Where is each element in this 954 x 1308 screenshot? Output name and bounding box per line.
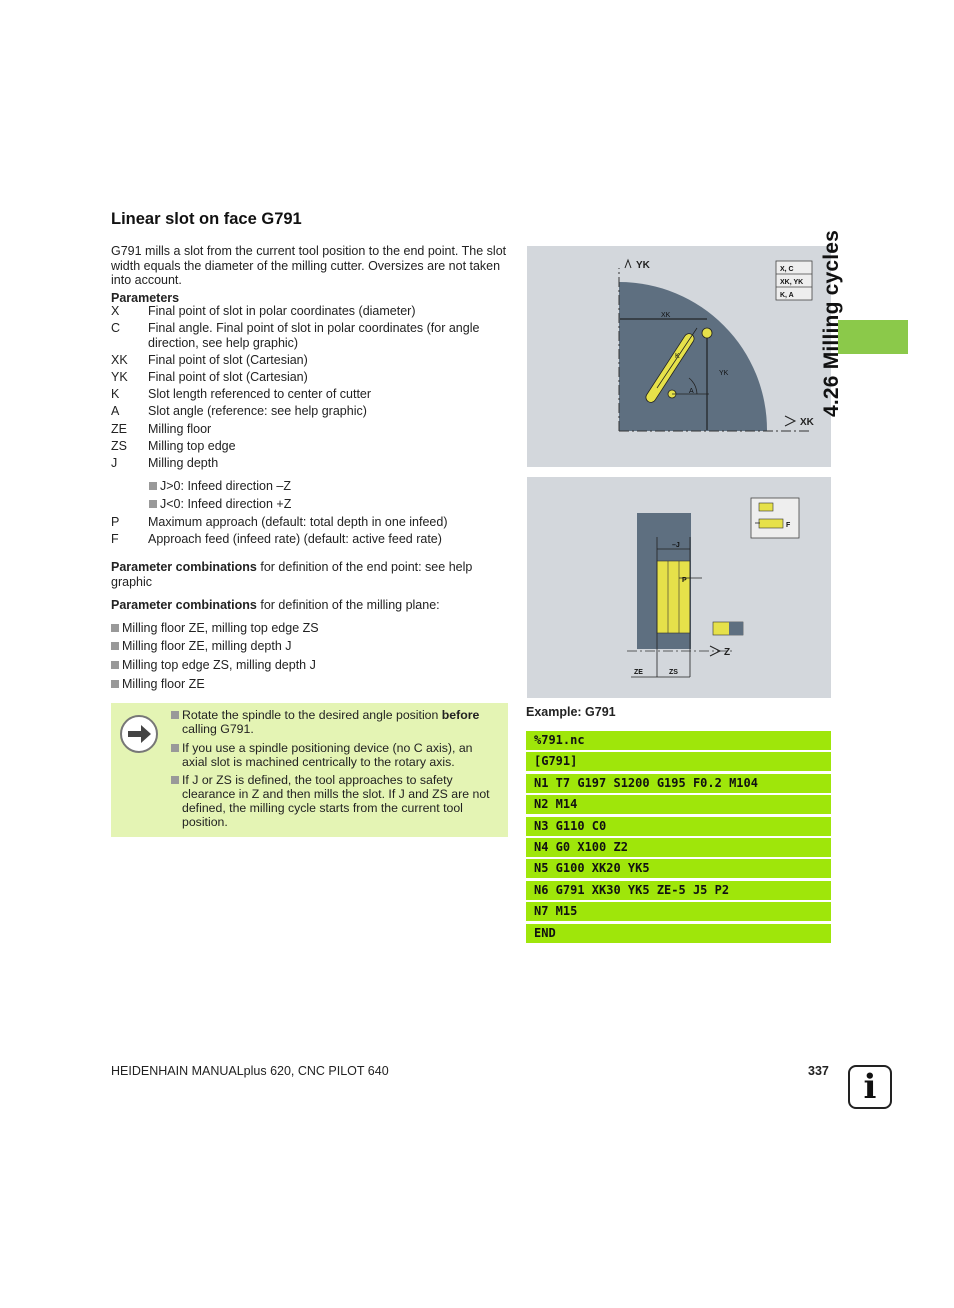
note-item xyxy=(171,741,501,769)
param-text: Slot angle (reference: see help graphic) xyxy=(148,404,367,418)
param-key: ZS xyxy=(111,439,127,453)
note-text: If J or ZS is defined, the tool approaches to safety clearance in Z and then mills the slot. If J and ZS are not defined, the milling cycle starts from the current tool position. xyxy=(182,773,490,829)
note-text: Rotate the spindle to the desired angle position xyxy=(182,708,442,722)
combo-item xyxy=(111,639,292,654)
param-key: F xyxy=(111,532,119,546)
bullet-square-icon xyxy=(171,776,179,784)
combo-item xyxy=(111,677,205,692)
bullet-square-icon xyxy=(149,482,157,490)
param-text: Milling depth xyxy=(148,456,219,470)
param-key: P xyxy=(111,515,120,529)
bullet-square-icon xyxy=(149,500,157,508)
param-text: Maximum approach (default: total depth in one infeed) xyxy=(148,515,448,529)
param-key: J xyxy=(111,456,118,470)
footer-text: HEIDENHAIN MANUALplus 620, CNC PILOT 640 xyxy=(111,1064,389,1078)
legend-item: XK, YK xyxy=(780,279,804,286)
param-text: Final point of slot (Cartesian) xyxy=(148,370,308,384)
combo-paragraph-endpoint xyxy=(111,560,501,589)
combo-item-text: Milling floor ZE, milling top edge ZS xyxy=(122,621,319,635)
help-graphic-face xyxy=(527,246,831,467)
info-icon xyxy=(848,1065,892,1109)
note-text: calling G791. xyxy=(182,722,254,736)
info-glyph: i xyxy=(863,1067,877,1107)
combo-text: for definition of the end point: see help graphic xyxy=(111,560,473,589)
combo-item-text: Milling top edge ZS, milling depth J xyxy=(122,658,316,672)
j-label: –J xyxy=(672,542,680,549)
param-text: Approach feed (infeed rate) (default: active feed rate) xyxy=(148,532,442,546)
axis-z-label: Z xyxy=(724,647,731,658)
f-label: F xyxy=(786,522,791,529)
param-text: Slot length referenced to center of cutter xyxy=(148,387,372,401)
xk-label: XK xyxy=(661,312,671,319)
bullet-square-icon xyxy=(111,680,119,688)
parameters-heading: Parameters xyxy=(111,291,180,305)
j-subitem-text: J>0: Infeed direction –Z xyxy=(160,479,291,493)
note-text: If you use a spindle positioning device (no C axis), an axial slot is machined centrically to the rotary axis. xyxy=(182,741,473,769)
bullet-square-icon xyxy=(111,661,119,669)
code-line: N1 T7 G197 S1200 G195 F0.2 M104 xyxy=(526,774,831,793)
combo-bold: Parameter combinations xyxy=(111,598,257,612)
code-line: N4 G0 X100 Z2 xyxy=(526,838,831,857)
code-line: N5 G100 XK20 YK5 xyxy=(526,859,831,878)
zs-label: ZS xyxy=(669,669,678,676)
k-label: K xyxy=(675,353,680,360)
help-graphic-depth xyxy=(527,477,831,698)
combo-bold: Parameter combinations xyxy=(111,560,257,574)
param-key: K xyxy=(111,387,120,401)
bullet-square-icon xyxy=(111,642,119,650)
combo-item xyxy=(111,658,316,673)
param-key: A xyxy=(111,404,120,418)
code-line: N7 M15 xyxy=(526,902,831,921)
param-key: C xyxy=(111,321,121,335)
combo-paragraph-plane xyxy=(111,598,501,613)
param-key: XK xyxy=(111,353,128,367)
param-text: Final point of slot (Cartesian) xyxy=(148,353,308,367)
yk-label: YK xyxy=(719,370,729,377)
intro-text: G791 mills a slot from the current tool position to the end point. The slot width equals the diameter of the milling cutter. Oversizes are not taken into account. xyxy=(111,244,507,287)
code-line: END xyxy=(526,924,831,943)
code-line: N6 G791 XK30 YK5 ZE-5 J5 P2 xyxy=(526,881,831,900)
param-text: Final angle. Final point of slot in polar coordinates (for angle direction, see help graphic) xyxy=(148,321,480,350)
p-label: P xyxy=(682,577,687,584)
param-key: ZE xyxy=(111,422,127,436)
param-key: X xyxy=(111,304,120,318)
combo-item-text: Milling floor ZE, milling depth J xyxy=(122,639,292,653)
axis-yk-label: YK xyxy=(636,260,650,271)
code-line: %791.nc xyxy=(526,731,831,750)
code-line: N3 G110 C0 xyxy=(526,817,831,836)
note-item xyxy=(171,708,501,736)
combo-item-text: Milling floor ZE xyxy=(122,677,205,691)
note-bold: before xyxy=(441,708,480,722)
param-key: YK xyxy=(111,370,128,384)
param-text: Milling floor xyxy=(148,422,212,436)
note-item xyxy=(171,773,501,829)
j-subitem-text: J<0: Infeed direction +Z xyxy=(160,497,292,511)
code-line: N2 M14 xyxy=(526,795,831,814)
combo-item xyxy=(111,621,319,636)
j-subitem xyxy=(149,497,291,512)
j-subitem xyxy=(149,479,291,494)
bullet-square-icon xyxy=(111,624,119,632)
workpiece-quadrant xyxy=(619,282,767,431)
example-label: Example: G791 xyxy=(526,705,616,719)
param-text: Milling top edge xyxy=(148,439,236,453)
axis-xk-label: XK xyxy=(800,417,814,428)
ze-label: ZE xyxy=(634,669,643,676)
bullet-square-icon xyxy=(171,744,179,752)
slot-section xyxy=(657,561,690,633)
feed-legend-box xyxy=(751,498,799,538)
code-line: [G791] xyxy=(526,752,831,771)
combo-text: for definition of the milling plane: xyxy=(256,598,440,612)
arrow-right-icon xyxy=(120,715,158,753)
param-row-c xyxy=(111,321,511,351)
chapter-title: 4.26 Milling cycles xyxy=(820,229,843,417)
param-text: Final point of slot in polar coordinates (diameter) xyxy=(148,304,416,318)
bullet-square-icon xyxy=(171,711,179,719)
legend-item: K, A xyxy=(780,292,794,299)
legend-item: X, C xyxy=(780,266,794,273)
a-label: A xyxy=(689,388,694,395)
chapter-tab xyxy=(838,320,908,354)
section-title: Linear slot on face G791 xyxy=(111,210,302,228)
page-number: 337 xyxy=(808,1064,829,1078)
